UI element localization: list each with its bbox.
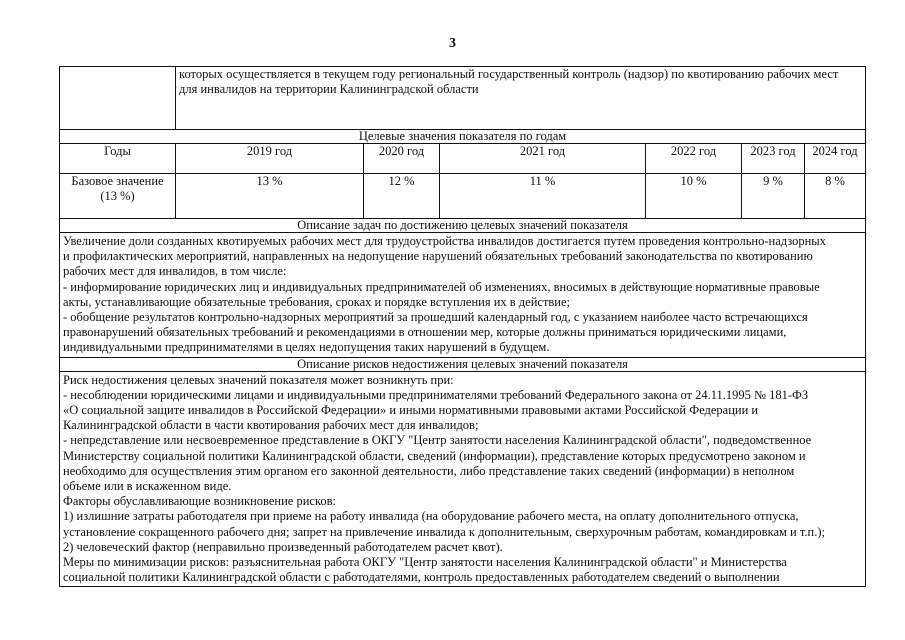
year-2019: 2019 год xyxy=(176,144,364,174)
risks-body-row xyxy=(60,371,866,587)
text-line: Увеличение доли созданных квотируемых рабочих мест для трудоустройства инвалидов достигается путем проведения контрольно-надзорных xyxy=(63,234,826,248)
year-2021: 2021 год xyxy=(440,144,646,174)
tasks-header: Описание задач по достижению целевых значений показателя xyxy=(60,219,866,233)
value-2021: 11 % xyxy=(440,174,646,219)
text-line: Калининградской области в части квотирования рабочих мест для инвалидов; xyxy=(63,418,479,433)
text-line: 1) излишние затраты работодателя при приеме на работу инвалида (на оборудование рабочего места, на оплату дополнительного отпуска, xyxy=(63,509,799,524)
text-line: - непредставление или несвоевременное представление в ОКГУ "Центр занятости населения Калининградской области", подведомственное xyxy=(63,433,812,448)
text-line: установление сокращенного рабочего дня; запрет на привлечение инвалида к дополнительным, сверхурочным работам, командировкам и т.п.); xyxy=(63,524,825,539)
text-line: Риск недостижения целевых значений показателя может возникнуть при: xyxy=(63,372,454,387)
tasks-header-row xyxy=(60,219,866,233)
text-line: Министерству социальной политики Калининградской области, сведений (информации), представление которых предусмотрено законом и xyxy=(63,448,806,463)
risks-header: Описание рисков недостижения целевых значений показателя xyxy=(60,357,866,371)
text-line: рабочих мест для инвалидов, в том числе: xyxy=(63,264,287,279)
text-line: объеме или в искаженном виде. xyxy=(63,479,232,494)
years-label: Годы xyxy=(60,144,176,174)
text-line: необходимо для осуществления этим органом его законной деятельности, либо представление таких сведений (информации) в неполном xyxy=(63,463,795,478)
intro-row xyxy=(60,67,866,130)
values-row xyxy=(60,174,866,219)
value-2019: 13 % xyxy=(176,174,364,219)
risks-header-row xyxy=(60,357,866,371)
indicator-table xyxy=(59,66,866,587)
value-2024: 8 % xyxy=(805,174,866,219)
text-line: социальной политики Калининградской области с работодателями, контроль предоставленных работодателем сведений о выполнении xyxy=(63,570,780,585)
year-2024: 2024 год xyxy=(805,144,866,174)
intro-text xyxy=(176,67,866,130)
text-line: и профилактических мероприятий, направленных на недопущение нарушений обязательных требований законодательства по квотированию xyxy=(63,249,813,264)
document-table-wrapper xyxy=(59,66,865,587)
year-2020: 2020 год xyxy=(364,144,440,174)
year-2023: 2023 год xyxy=(742,144,805,174)
text-line: «О социальной защите инвалидов в Российской Федерации» и иными нормативными правовыми актами Российской Федерации и xyxy=(63,403,759,418)
value-2023: 9 % xyxy=(742,174,805,219)
page-number: 3 xyxy=(449,36,456,51)
years-row xyxy=(60,144,866,174)
text-line: 2) человеческий фактор (неправильно произведенный работодателем расчет квот). xyxy=(63,539,503,554)
targets-header-row xyxy=(60,130,866,144)
text-line: правонарушений обязательных требований и рекомендациями в отношении мер, которые должны приниматься юридическими лицами, xyxy=(63,325,787,340)
text-line: Меры по минимизации рисков: разъяснительная работа ОКГУ "Центр занятости населения Калининградской области" и Министерства xyxy=(63,555,787,570)
text-line: - несоблюдении юридическими лицами и индивидуальными предпринимателями требований Федерального закона от 24.11.1995 № 181-ФЗ xyxy=(63,387,809,402)
text-line: - информирование юридических лиц и индивидуальных предпринимателей об изменениях, вносимых в действующие нормативные правовые xyxy=(63,279,820,294)
base-value-label: Базовое значение (13 %) xyxy=(60,174,176,219)
text-line: которых осуществляется в текущем году региональный государственный контроль (надзор) по квотированию рабочих мест xyxy=(179,67,839,81)
tasks-text xyxy=(60,233,866,358)
value-2020: 12 % xyxy=(364,174,440,219)
text-line: акты, устанавливающие обязательные требования, сроках и порядке вступления их в действие; xyxy=(63,294,571,309)
text-line: индивидуальными предпринимателями в целях недопущения таких нарушений в будущем. xyxy=(63,340,550,355)
year-2022: 2022 год xyxy=(646,144,742,174)
text-line: - обобщение результатов контрольно-надзорных мероприятий за прошедший календарный год, с указанием наиболее часто встречающихся xyxy=(63,310,808,325)
text-line: для инвалидов на территории Калининградской области xyxy=(179,82,479,96)
text-line: Факторы обуславливающие возникновение рисков: xyxy=(63,494,337,509)
targets-header: Целевые значения показателя по годам xyxy=(60,130,866,144)
value-2022: 10 % xyxy=(646,174,742,219)
tasks-body-row xyxy=(60,233,866,358)
risks-text xyxy=(60,371,866,587)
